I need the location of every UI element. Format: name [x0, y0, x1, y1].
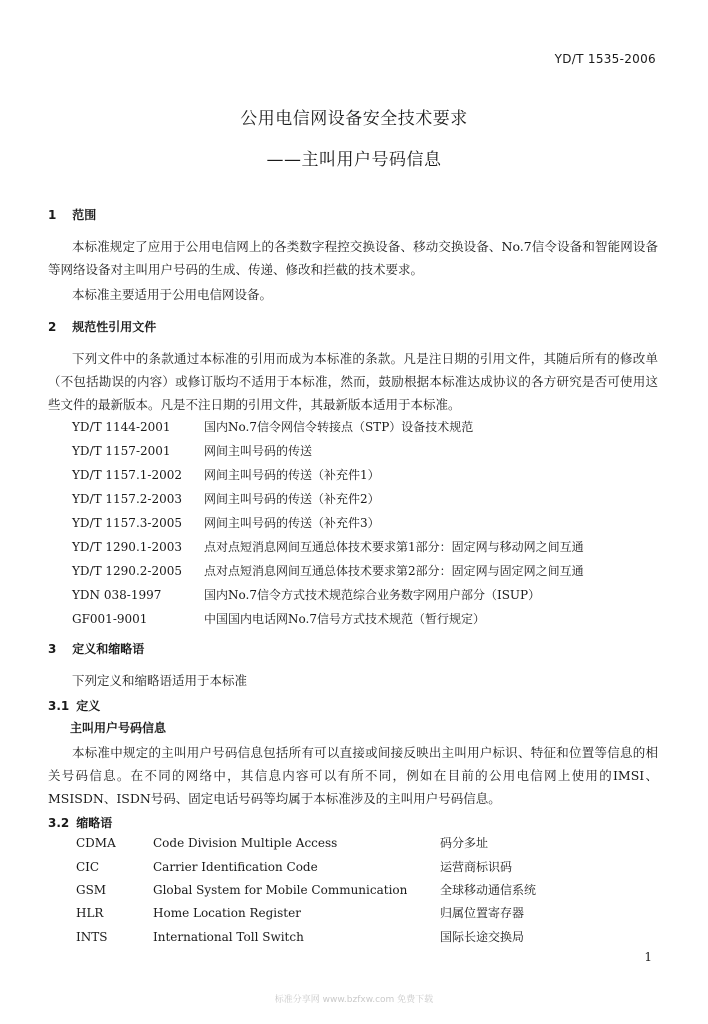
abbreviation-chinese: 运营商标识码	[440, 860, 513, 874]
section-3-heading	[48, 640, 144, 657]
reference-title: 国内No.7信令方式技术规范综合业务数字网用户部分（ISUP）	[204, 588, 541, 602]
reference-title: 网间主叫号码的传送（补充件2）	[204, 492, 380, 506]
document-title: 公用电信网设备安全技术要求	[240, 109, 468, 129]
abbreviation: INTS	[76, 930, 108, 944]
section-title: 缩略语	[76, 816, 113, 830]
definition-paragraph: 本标准中规定的主叫用户号码信息包括所有可以直接或间接反映出主叫用户标识、特征和位置等信息的相关号码信息。在不同的网络中，其信息内容可以有所不同，例如在目前的公用电信网上使用的IMSI、MSISDN、ISDN号码、固定电话号码等均属于本标准涉及的主叫用户号码信息。	[48, 745, 658, 806]
document-subtitle: ——主叫用户号码信息	[266, 150, 442, 170]
reference-code: YD/T 1157.1-2002	[72, 468, 182, 482]
abbreviation-english: Global System for Mobile Communication	[153, 883, 408, 897]
reference-code: YD/T 1290.1-2003	[72, 540, 182, 554]
section-number: 3	[48, 642, 57, 656]
section-number: 2	[48, 320, 57, 334]
section-number: 1	[48, 208, 57, 222]
abbreviation-row	[76, 902, 524, 925]
reference-row	[72, 608, 485, 631]
abbreviation-english: Carrier Identification Code	[153, 860, 318, 874]
scope-applicability-paragraph: 本标准主要适用于公用电信网设备。	[72, 287, 273, 302]
abbreviation: CIC	[76, 860, 100, 874]
reference-title: 网间主叫号码的传送	[204, 444, 313, 458]
reference-code: YDN 038-1997	[72, 588, 162, 602]
definitions-intro: 下列定义和缩略语适用于本标准	[72, 673, 248, 688]
reference-title: 点对点短消息网间互通总体技术要求第1部分：固定网与移动网之间互通	[204, 540, 584, 554]
reference-title: 中国国内电话网No.7信号方式技术规范（暂行规定）	[204, 612, 485, 626]
normative-references-paragraph: 下列文件中的条款通过本标准的引用而成为本标准的条款。凡是注日期的引用文件，其随后所有的修改单（不包括勘误的内容）或修订版均不适用于本标准，然而，鼓励根据本标准达成协议的各方研究是否可使用这些文件的最新版本。凡是不注日期的引用文件，其最新版本适用于本标准。	[48, 351, 658, 412]
reference-row	[72, 512, 380, 535]
abbreviation-row	[76, 856, 512, 879]
scope-paragraph: 本标准规定了应用于公用电信网上的各类数字程控交换设备、移动交换设备、No.7信令设备和智能网设备等网络设备对主叫用户号码的生成、传递、修改和拦截的技术要求。	[48, 239, 658, 277]
section-2-heading	[48, 318, 156, 335]
reference-title: 国内No.7信令网信令转接点（STP）设备技术规范	[204, 420, 474, 434]
page-number: 1	[644, 950, 652, 964]
section-number: 3.2	[48, 816, 70, 830]
abbreviation: CDMA	[76, 836, 116, 850]
section-title: 范围	[72, 208, 97, 222]
reference-row	[72, 416, 473, 439]
reference-code: GF001-9001	[72, 612, 148, 626]
section-title: 规范性引用文件	[72, 320, 157, 334]
abbreviation: GSM	[76, 883, 107, 897]
abbreviation-chinese: 国际长途交换局	[440, 930, 525, 944]
section-number: 3.1	[48, 699, 70, 713]
section-1-heading	[48, 206, 96, 223]
reference-row	[72, 464, 380, 487]
abbreviation-row	[76, 832, 488, 855]
abbreviation-english: International Toll Switch	[153, 930, 304, 944]
reference-row	[72, 584, 540, 607]
abbreviation-english: Home Location Register	[153, 906, 301, 920]
reference-title: 网间主叫号码的传送（补充件3）	[204, 516, 380, 530]
abbreviation-chinese: 码分多址	[440, 836, 489, 850]
watermark: 标准分享网 www.bzfxw.com 免费下载	[274, 995, 434, 1005]
reference-code: YD/T 1157.2-2003	[72, 492, 182, 506]
reference-code: YD/T 1144-2001	[72, 420, 171, 434]
abbreviation-chinese: 归属位置寄存器	[440, 906, 525, 920]
reference-row	[72, 488, 380, 511]
reference-row	[72, 536, 584, 559]
section-title: 定义	[76, 699, 101, 713]
standard-code: YD/T 1535-2006	[554, 52, 656, 66]
section-3-2-heading	[48, 814, 112, 831]
abbreviation-chinese: 全球移动通信系统	[440, 883, 537, 897]
abbreviation: HLR	[76, 906, 104, 920]
reference-code: YD/T 1290.2-2005	[72, 564, 182, 578]
abbreviation-english: Code Division Multiple Access	[153, 836, 338, 850]
reference-row	[72, 560, 584, 583]
abbreviation-row	[76, 926, 524, 949]
section-title: 定义和缩略语	[72, 642, 145, 656]
definition-term: 主叫用户号码信息	[70, 721, 167, 735]
reference-code: YD/T 1157.3-2005	[72, 516, 182, 530]
abbreviation-row	[76, 879, 536, 902]
reference-row	[72, 440, 312, 463]
reference-title: 网间主叫号码的传送（补充件1）	[204, 468, 380, 482]
reference-title: 点对点短消息网间互通总体技术要求第2部分：固定网与固定网之间互通	[204, 564, 584, 578]
section-3-1-heading	[48, 697, 100, 714]
reference-code: YD/T 1157-2001	[72, 444, 171, 458]
